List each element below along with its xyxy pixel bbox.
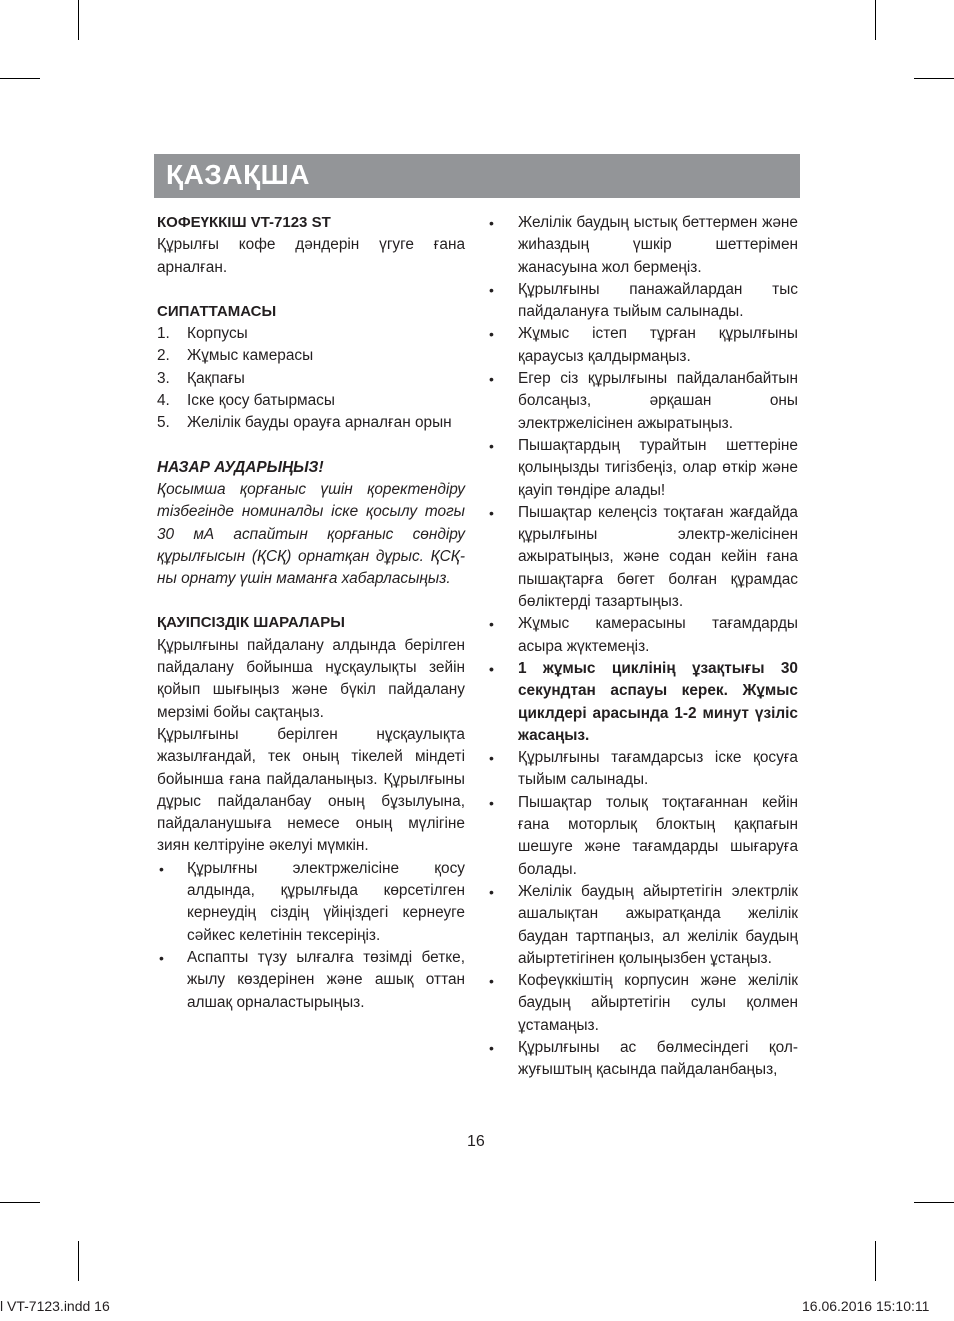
list-item: • Құрылғыны ас бөлмесіндегі қол-жуғыштың қасында пайдаланбаңыз,	[489, 1038, 798, 1079]
product-title: КОФЕҮККІШ VT-7123 ST	[157, 214, 331, 231]
crop-mark	[0, 1202, 40, 1203]
language-title: ҚАЗАҚША	[166, 159, 311, 190]
parts-list	[157, 323, 465, 434]
list-item: • Жұмыс істеп тұрған құрылғыны қараусыз қалдырмаңыз.	[489, 325, 798, 365]
crop-mark	[78, 0, 79, 40]
crop-mark	[914, 78, 954, 79]
list-item: • Кофеүккіштің корпусин және желілік баудың айыртетігін сулы қолмен ұстамаңыз.	[489, 972, 798, 1034]
crop-mark	[0, 78, 40, 79]
warning-text: Қосымша қорғаныс үшін қоректендіру тізбегінде номиналды іске қосылу тогы 30 мА аспайтын қорғаныс сөндіру құрылғысын (ҚСҚ) орнатқан дұрыс. ҚСҚ-ны орнату үшін маманға хабарласыңыз.	[157, 480, 465, 588]
product-purpose: Құрылғы кофе дәндерін үгуге ғана арналған.	[157, 236, 465, 276]
list-item: 3. Қақпағы	[157, 369, 245, 387]
left-column	[157, 212, 465, 1014]
footer-file-info: l VT-7123.indd 16	[0, 1298, 110, 1314]
description-heading: СИПАТТАМАСЫ	[157, 302, 277, 320]
safety-paragraph: Құрылғыны берілген нұсқаулықта жазылғандай, тек оның тікелей міндеті бойынша ғана пайдаланыңыз. Құрылғыны дұрыс пайдаланбау оның бұзылуына, пайдаланушыға немесе оның мүлігіне зиян келтіруіне әкелуі мүмкін.	[157, 725, 465, 855]
list-item: • Құрылғыны панажайлардан тыс пайдалануға тыйым салынады.	[489, 280, 798, 321]
list-item: 5. Желілік бауды орауға арналған орын	[157, 414, 452, 432]
list-item: • Аспапты түзу ылғалға төзімді бетке, жылу көздерінен және ашық оттан алшақ орналастырыңыз.	[159, 948, 465, 1011]
list-item: 1. Корпусы	[157, 325, 248, 343]
crop-mark	[914, 1202, 954, 1203]
list-item: • Пышақтардың турайтын шеттеріне қолыңызды тигізбеңіз, олар өткір және қауіп төндіре алады!	[489, 436, 798, 499]
list-item: • Желілік баудың айыртетігін электрлік ашалықтан ажыратқанда желілік баудан тартпаңыз, ал желілік баудың айыртетігінен қолыңызбен ұстаңыз.	[489, 882, 798, 967]
safety-list-left	[157, 858, 465, 1014]
language-header	[154, 154, 800, 198]
list-item: • Пышақтар толық тоқтағаннан кейін ғана моторлық блоктың қақпағын шешуге және тағамдарды шығаруға болады.	[489, 793, 798, 878]
right-column	[487, 212, 798, 1082]
list-item: • Жұмыс камерасыны тағамдарды асыра жүктемеңіз.	[489, 615, 798, 655]
list-item: • Құрылғны электржелісіне қосу алдында, құрылғыда көрсетілген кернеудің сіздің үйіңіздегі кернеуге сәйкес келетінін тексеріңіз.	[159, 859, 465, 944]
crop-mark	[875, 1241, 876, 1281]
footer-timestamp: 16.06.2016 15:10:11	[802, 1298, 930, 1314]
safety-list-right	[487, 212, 798, 1082]
page-number: 16	[467, 1133, 485, 1150]
safety-paragraph: Құрылғыны пайдалану алдында берілген пайдалану бойынша нұсқаулықты зейін қойып шығыңыз және бүкіл пайдалану мерзімі бойы сақтаңыз.	[157, 636, 465, 721]
list-item: • Егер сіз құрылғыны пайдаланбайтын болсаңыз, әрқашан оны электржелісінен ажыратыңыз.	[489, 370, 798, 432]
warning-title: НАЗАР АУДАРЫҢЫЗ!	[157, 458, 324, 476]
list-item: • Пышақтар келеңсіз тоқтаған жағдайда құрылғыны электр-желісінен ажыратыңыз, және содан кейін ғана пышақтарға бөгет болған құрамдас бөліктерді тазартыңыз.	[489, 503, 798, 611]
crop-mark	[875, 0, 876, 40]
list-item: 4. Іске қосу батырмасы	[157, 392, 335, 410]
safety-heading: ҚАУІПСІЗДІК ШАРАЛАРЫ	[157, 614, 345, 632]
list-item: • Желілік баудың ыстық беттермен және жиһаздың үшкір шеттерімен жанасуына жол бермеңіз.	[489, 214, 798, 276]
list-item: • Құрылғыны тағамдарсыз іске қосуға тыйым салынады.	[489, 749, 798, 789]
crop-mark	[78, 1241, 79, 1281]
list-item: 2. Жұмыс камерасы	[157, 347, 314, 365]
list-item: • 1 жұмыс циклінің ұзақтығы 30 секундтан аспауы керек. Жұмыс циклдері арасында 1-2 минут үзіліс жасаңыз.	[489, 659, 798, 744]
